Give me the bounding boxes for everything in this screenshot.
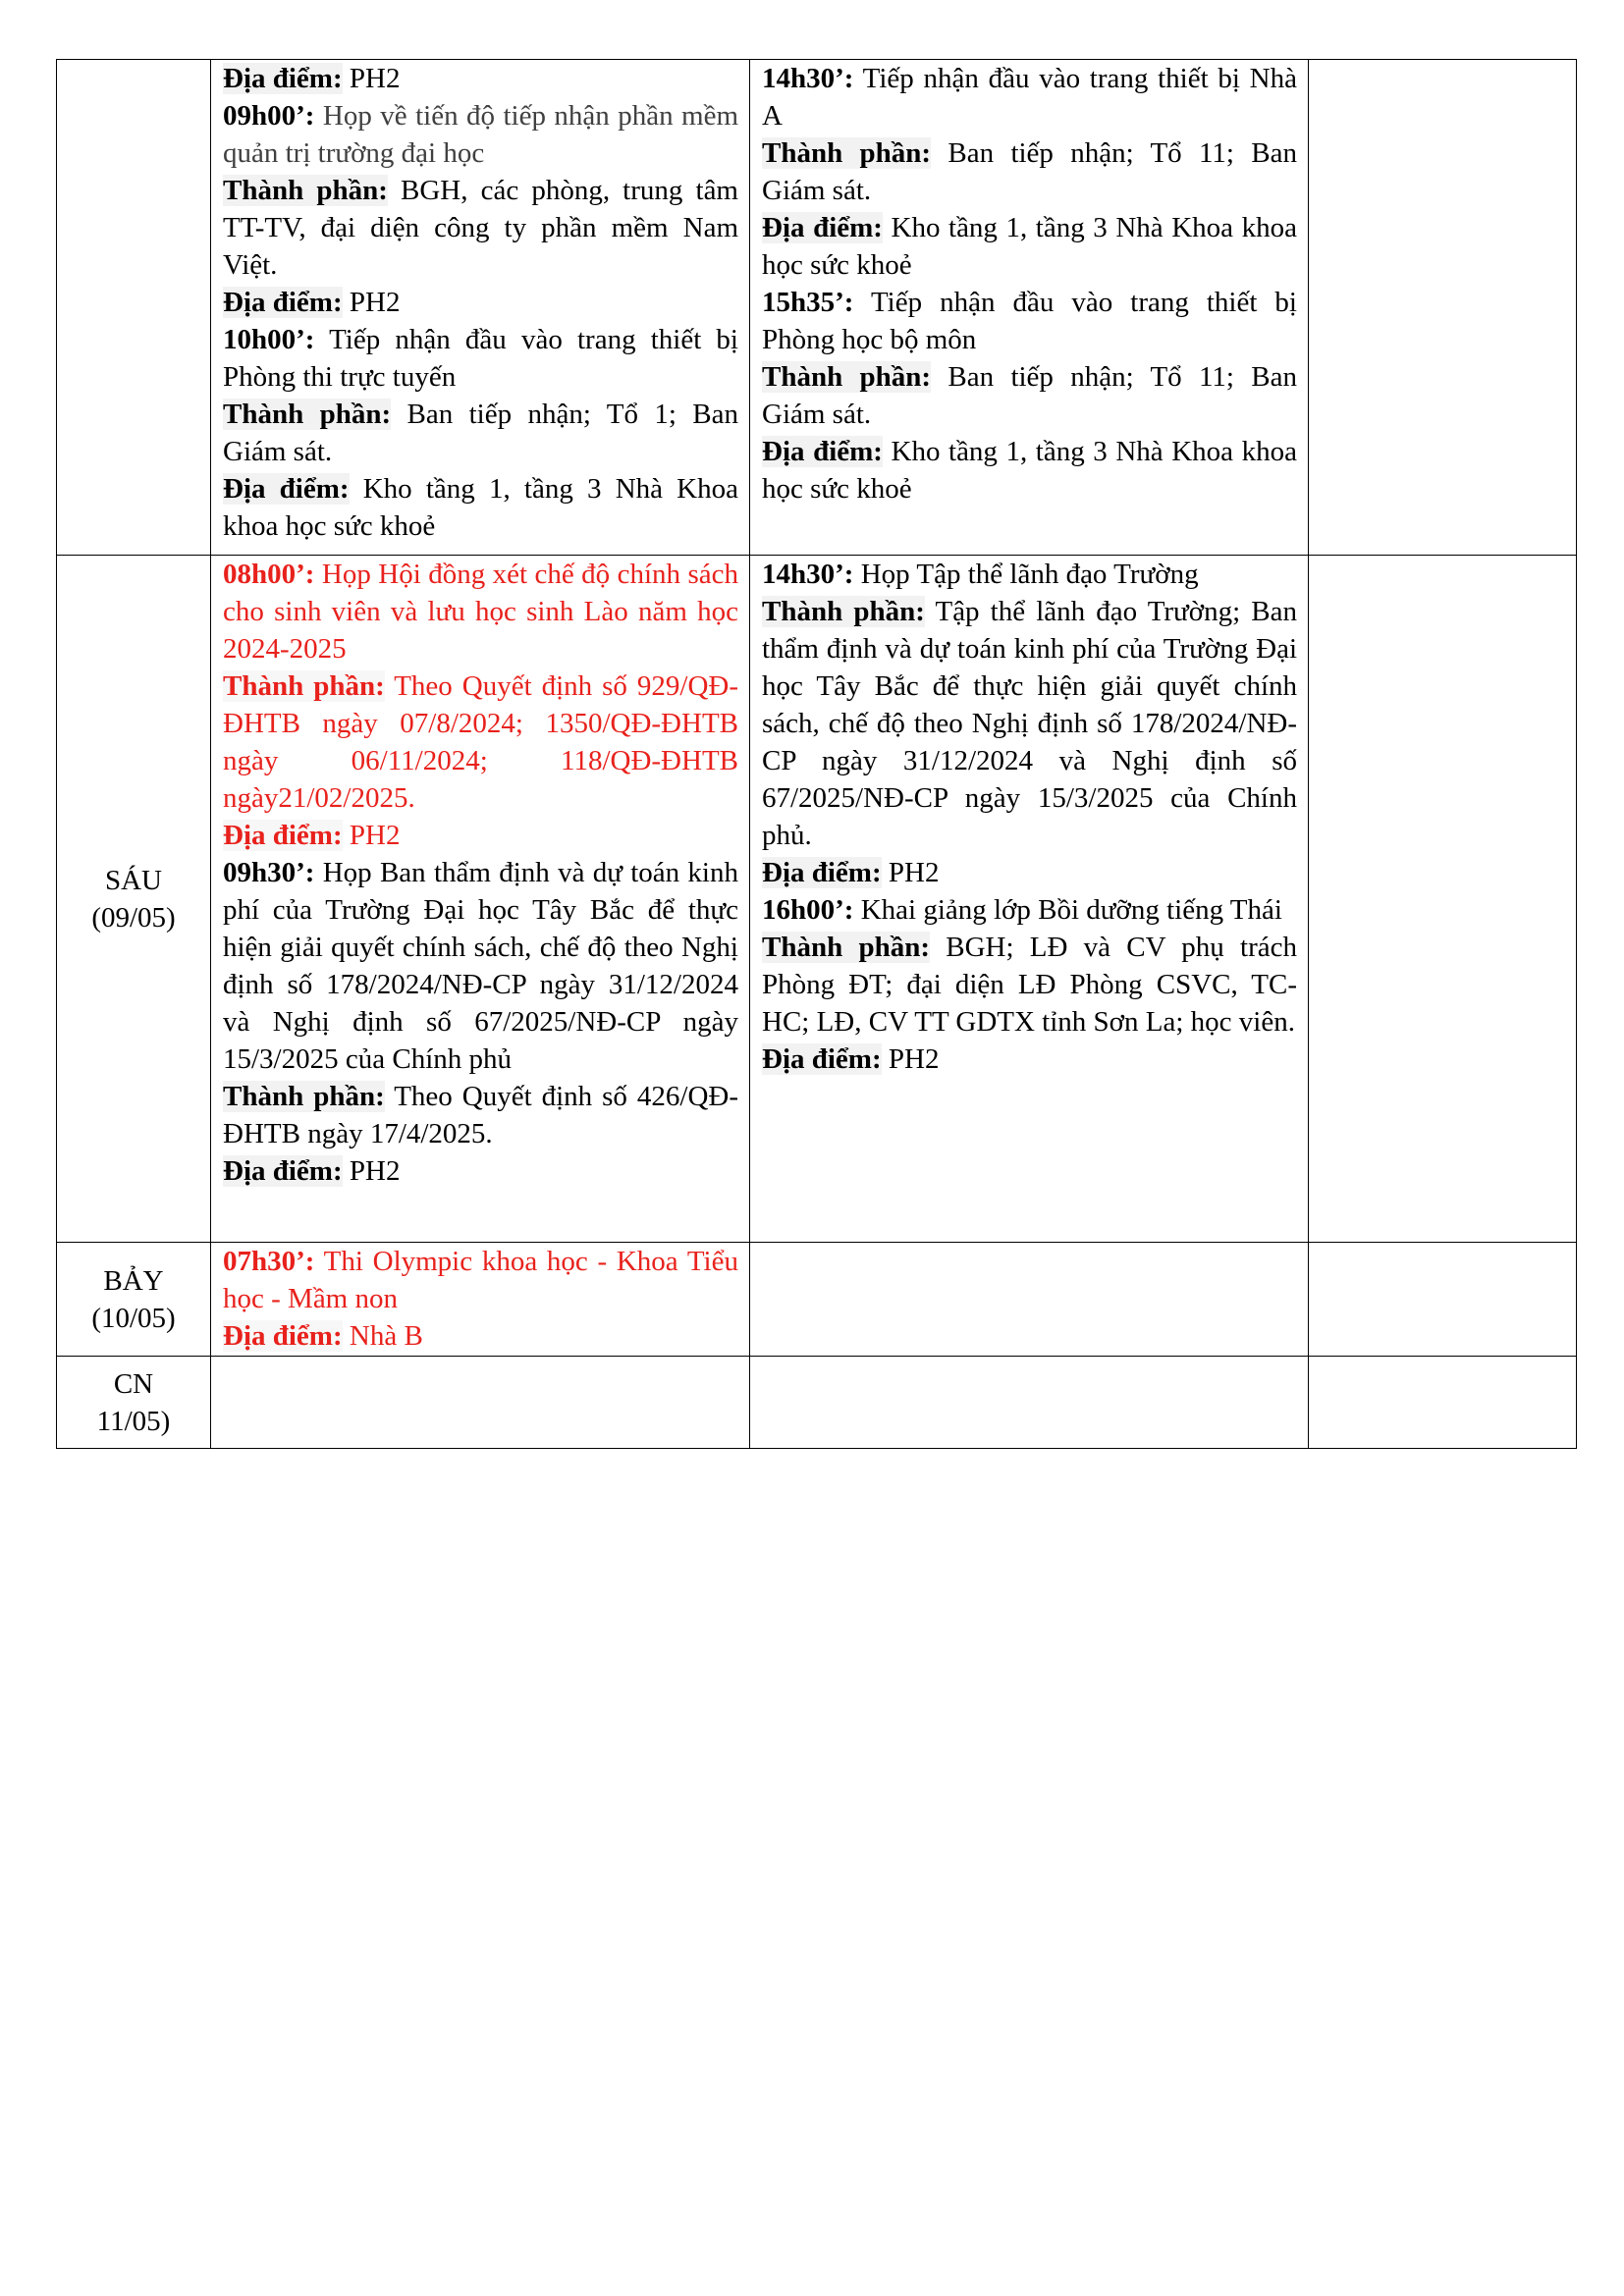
entry-line [223,817,738,854]
entry-line [223,667,738,817]
entry-field-label: Thành phần: [223,399,392,430]
entry-line [223,556,738,667]
day-date: 11/05) [96,1405,171,1437]
day-name: CN [113,1367,154,1400]
entry-line [223,60,738,97]
entry-field-label: Thành phần: [762,137,932,169]
entry-line [223,1243,738,1317]
entry-time: 15h35’: [762,287,854,318]
entry-text: Tiếp nhận đầu vào trang thiết bị Phòng học bộ môn [762,287,1297,355]
entry-text: PH2 [342,820,401,851]
schedule-row [57,60,1577,556]
morning-cell [211,1357,750,1449]
afternoon-cell [750,60,1309,556]
entry-field-label: Thành phần: [762,932,931,963]
entry-time: 09h30’: [223,857,315,888]
entry-line [223,1152,738,1190]
entry-text: PH2 [342,63,401,94]
entry-text: Họp Tập thể lãnh đạo Trường [853,559,1199,590]
entry-time: 14h30’: [762,63,854,94]
entry-text: Thi Olympic khoa học - Khoa Tiểu học - Mầm non [223,1246,738,1314]
entry-text: BGH; LĐ và CV phụ trách Phòng ĐT; đại diện LĐ Phòng CSVC, TC-HC; LĐ, CV TT GDTX tỉnh Sơn La; học viên. [762,932,1297,1038]
day-cell [57,1243,211,1357]
entry-line [762,209,1297,284]
entry-line [223,321,738,396]
schedule-entry [762,891,1297,1078]
entry-field-label: Địa điểm: [223,473,350,505]
schedule-body [57,60,1577,1449]
entry-text: PH2 [881,857,940,888]
day-date: (09/05) [91,901,176,934]
entry-line [223,854,738,1078]
entry-field-label: Địa điểm: [223,63,343,94]
entry-text: Ban tiếp nhận; Tổ 11; Ban Giám sát. [762,361,1297,430]
entry-time: 07h30’: [223,1246,315,1277]
entry-line [223,470,738,545]
schedule-row [57,1357,1577,1449]
schedule-entry [223,1243,738,1355]
entry-line [762,134,1297,209]
entry-time: 16h00’: [762,894,854,926]
schedule-table [56,59,1577,1449]
entry-text: Tiếp nhận đầu vào trang thiết bị Phòng thi trực tuyến [223,324,738,393]
schedule-entry [223,97,738,321]
entry-line [762,556,1297,593]
day-name: SÁU [104,864,162,896]
entry-time: 09h00’: [223,100,315,132]
schedule-entry [223,556,738,854]
entry-text: Tiếp nhận đầu vào trang thiết bị Nhà A [762,63,1297,132]
entry-text: Nhà B [342,1320,423,1352]
entry-line [762,593,1297,854]
day-cell [57,60,211,556]
schedule-entry [223,60,738,97]
entry-line [762,284,1297,358]
day-cell [57,1357,211,1449]
schedule-entry [762,60,1297,284]
entry-line [223,172,738,284]
afternoon-cell [750,1243,1309,1357]
entry-text: Ban tiếp nhận; Tổ 1; Ban Giám sát. [223,399,738,467]
entry-line [762,1041,1297,1078]
entry-field-label: Địa điểm: [762,857,882,888]
entry-time: 14h30’: [762,559,854,590]
entry-time: 10h00’: [223,324,315,355]
entry-field-label: Địa điểm: [223,287,343,318]
day-date: (10/05) [91,1302,176,1334]
entry-line [762,891,1297,929]
schedule-entry [223,854,738,1190]
entry-field-label: Thành phần: [223,670,385,702]
entry-time: 08h00’: [223,559,315,590]
entry-line [762,60,1297,134]
entry-text: Khai giảng lớp Bồi dưỡng tiếng Thái [853,894,1282,926]
schedule-entry [762,284,1297,507]
schedule-row [57,1243,1577,1357]
day-name: BẢY [103,1264,164,1297]
day-cell [57,556,211,1243]
notes-cell [1309,1357,1577,1449]
schedule-row [57,556,1577,1243]
entry-field-label: Địa điểm: [223,820,343,851]
entry-line [762,854,1297,891]
entry-field-label: Địa điểm: [762,1043,882,1075]
entry-text: Kho tầng 1, tầng 3 Nhà Khoa khoa học sức khoẻ [762,212,1297,281]
entry-line [762,433,1297,507]
entry-text: Kho tầng 1, tầng 3 Nhà Khoa khoa học sức khoẻ [762,436,1297,505]
morning-cell [211,60,750,556]
entry-field-label: Địa điểm: [223,1320,343,1352]
entry-text: Theo Quyết định số 929/QĐ-ĐHTB ngày 07/8/2024; 1350/QĐ-ĐHTB ngày 06/11/2024; 118/QĐ-ĐHTB ngày21/02/2025. [223,670,738,814]
entry-line [223,1078,738,1152]
entry-line [223,396,738,470]
entry-text: Ban tiếp nhận; Tổ 11; Ban Giám sát. [762,137,1297,206]
entry-field-label: Thành phần: [223,175,388,206]
entry-text: Tập thể lãnh đạo Trường; Ban thẩm định và dự toán kinh phí của Trường Đại học Tây Bắc để thực hiện giải quyết chính sách, chế độ theo Nghị định số 178/2024/NĐ-CP ngày 31/12/2024 và Nghị định số 67/2025/NĐ-CP ngày 15/3/2025 của Chính phủ. [762,596,1297,851]
entry-line [762,929,1297,1041]
entry-text: PH2 [342,1155,401,1187]
entry-text: Kho tầng 1, tầng 3 Nhà Khoa khoa học sức khoẻ [223,473,738,542]
entry-line [223,1317,738,1355]
notes-cell [1309,60,1577,556]
morning-cell [211,1243,750,1357]
entry-text: BGH, các phòng, trung tâm TT-TV, đại diện công ty phần mềm Nam Việt. [223,175,738,281]
entry-field-label: Địa điểm: [762,212,883,243]
entry-field-label: Thành phần: [223,1081,385,1112]
notes-cell [1309,556,1577,1243]
afternoon-cell [750,556,1309,1243]
entry-field-label: Địa điểm: [223,1155,343,1187]
afternoon-cell [750,1357,1309,1449]
entry-text: Họp về tiến độ tiếp nhận phần mềm quản trị trường đại học [223,100,738,169]
notes-cell [1309,1243,1577,1357]
entry-text: Họp Ban thẩm định và dự toán kinh phí của Trường Đại học Tây Bắc để thực hiện giải quyết chính sách, chế độ theo Nghị định số 178/2024/NĐ-CP ngày 31/12/2024 và Nghị định số 67/2025/NĐ-CP ngày 15/3/2025 của Chính phủ [223,857,738,1075]
entry-line [223,97,738,172]
schedule-entry [223,321,738,545]
entry-field-label: Địa điểm: [762,436,883,467]
morning-cell [211,556,750,1243]
schedule-entry [762,556,1297,891]
entry-field-label: Thành phần: [762,596,925,627]
entry-text: PH2 [881,1043,940,1075]
entry-text: Theo Quyết định số 426/QĐ-ĐHTB ngày 17/4/2025. [223,1081,738,1149]
entry-text: Họp Hội đồng xét chế độ chính sách cho sinh viên và lưu học sinh Lào năm học 2024-2025 [223,559,738,665]
entry-text: PH2 [342,287,401,318]
entry-line [223,284,738,321]
entry-line [762,358,1297,433]
entry-field-label: Thành phần: [762,361,932,393]
